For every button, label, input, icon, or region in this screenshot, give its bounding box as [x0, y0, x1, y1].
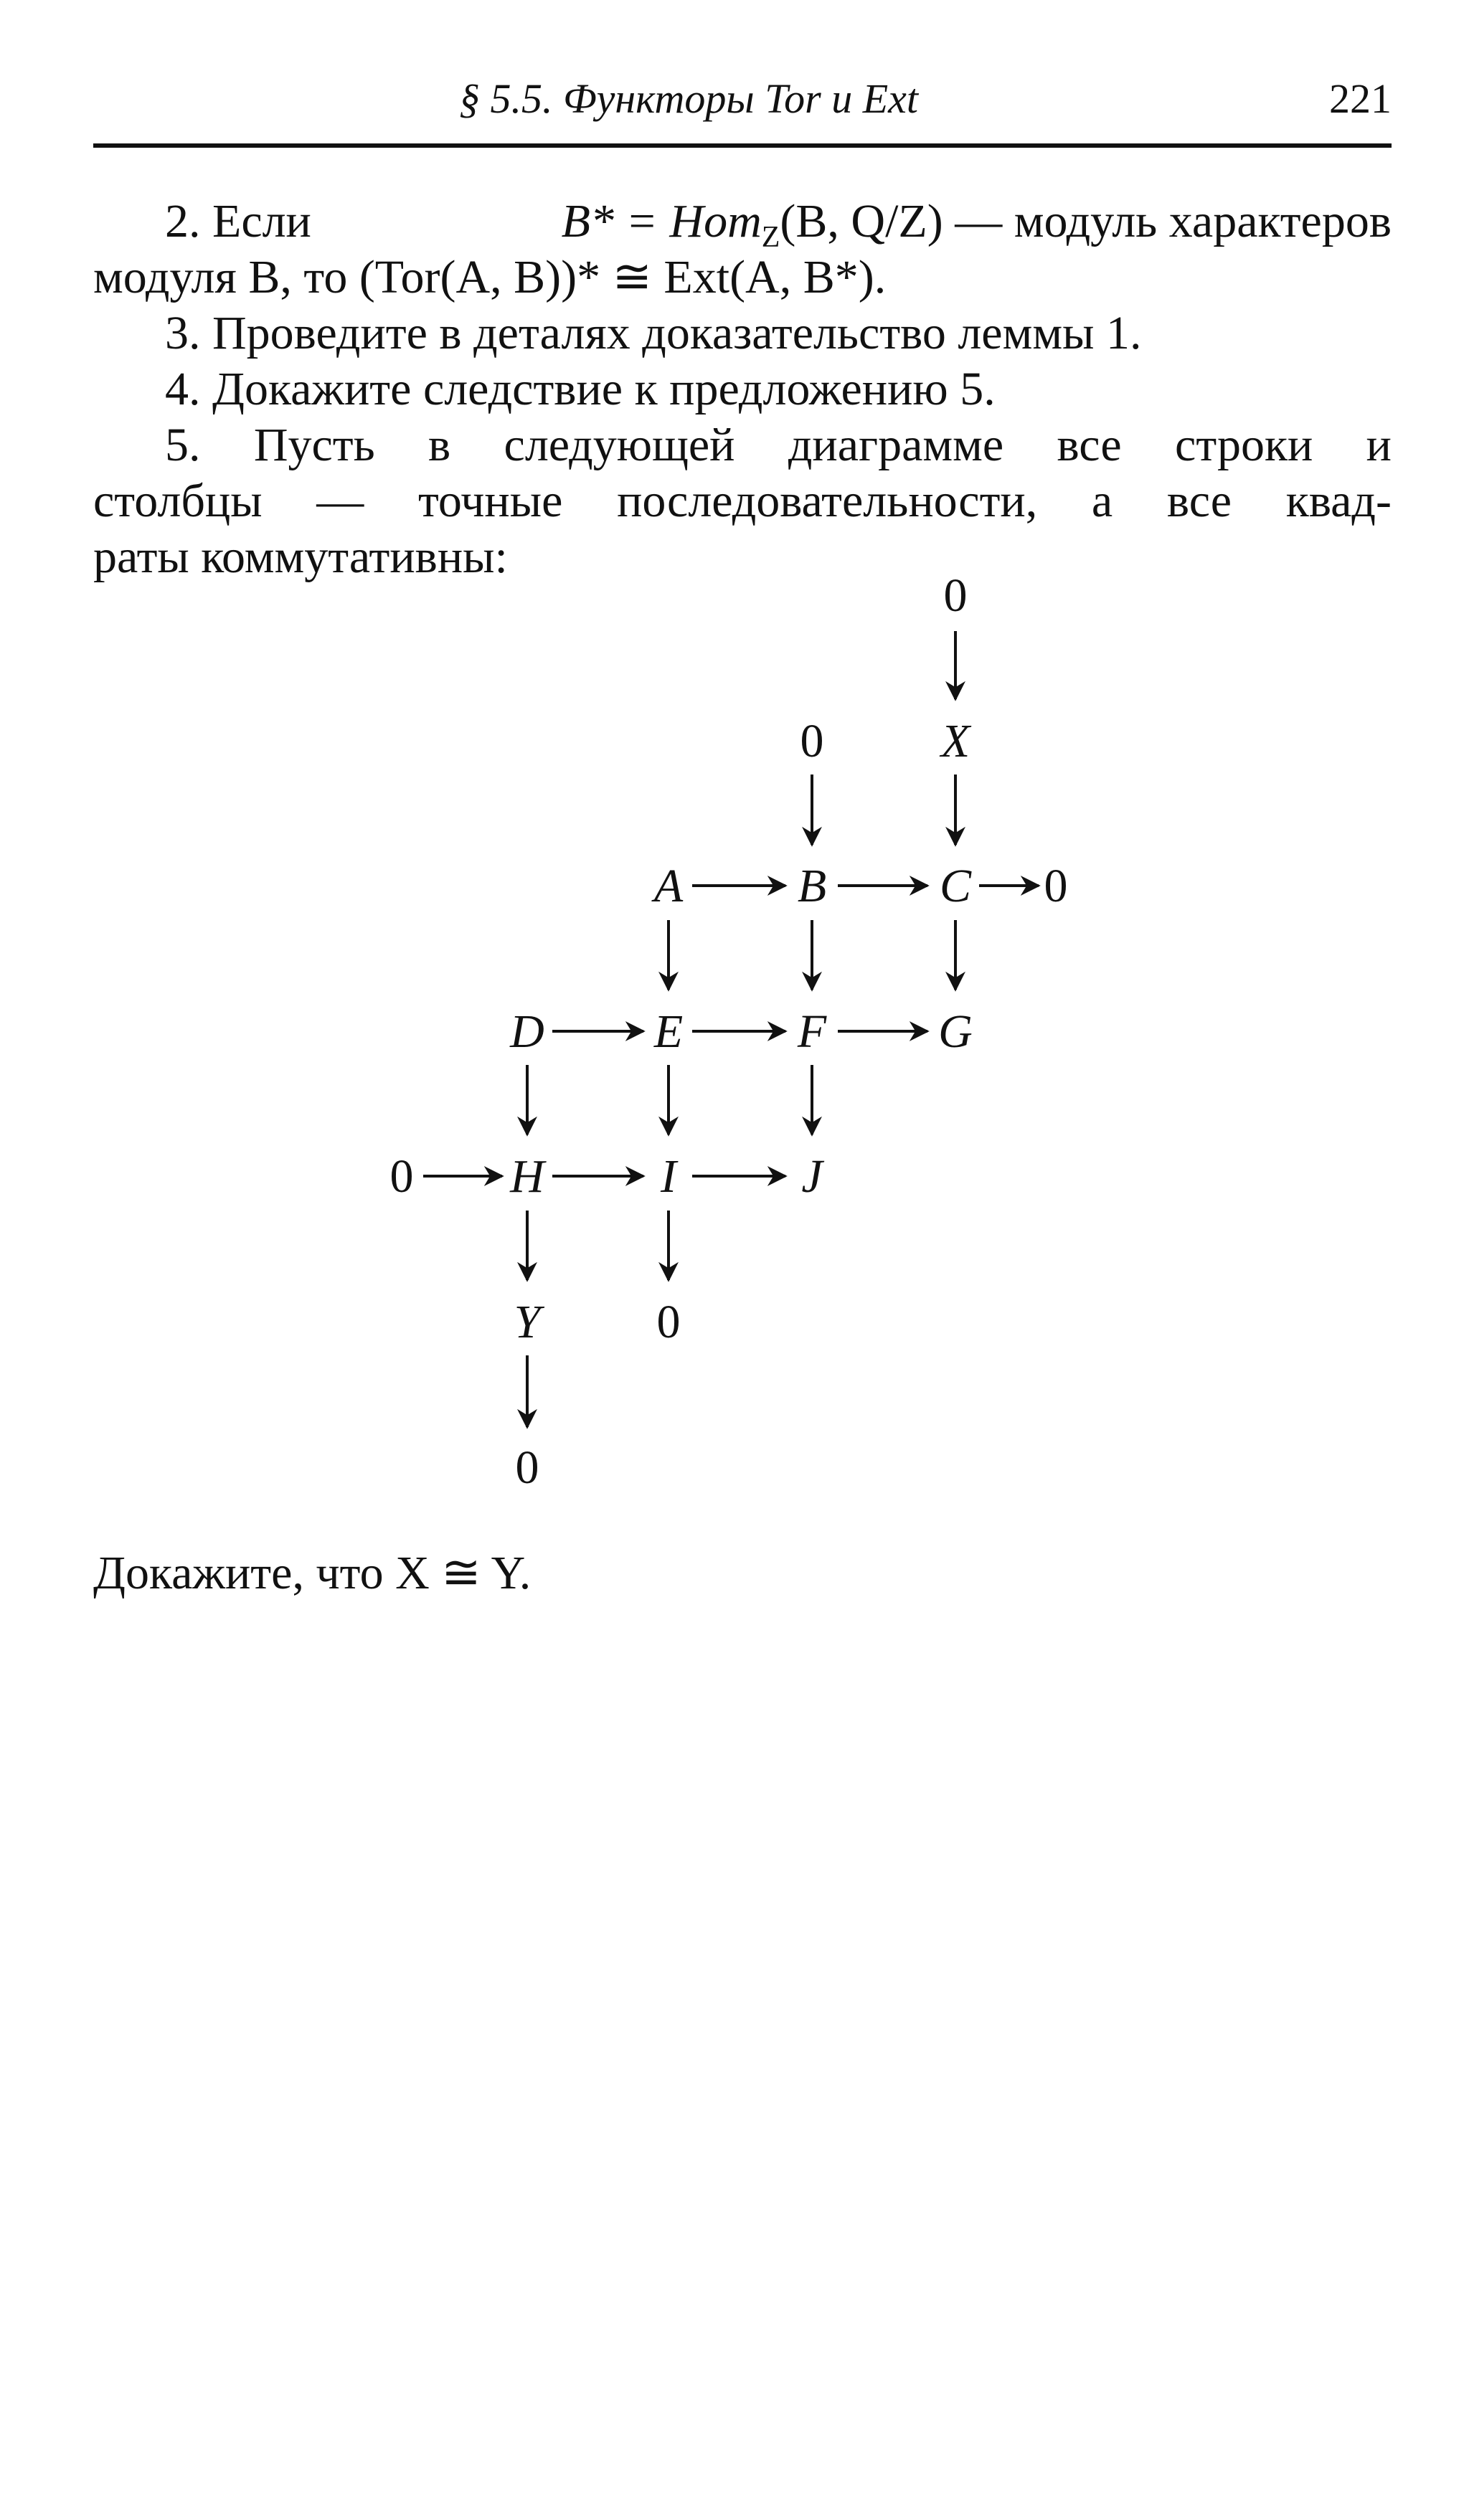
node-e: E	[653, 1005, 684, 1058]
exercise-5-line-2: столбцы — точные последовательности, а все квад-	[93, 475, 1392, 527]
node-h: H	[510, 1150, 544, 1203]
node-zero-bottom: 0	[515, 1441, 539, 1494]
node-c: C	[939, 860, 972, 912]
node-i: I	[661, 1150, 676, 1203]
node-d: D	[510, 1005, 544, 1058]
node-g: G	[938, 1005, 973, 1058]
page-number: 221	[1329, 75, 1392, 122]
node-f: F	[797, 1005, 827, 1058]
exercise-2-number: 2. Если	[165, 195, 311, 247]
section-title: § 5.5. Функторы Tor и Ext	[459, 75, 918, 122]
exercise-4: 4. Докажите следствие к предложению 5.	[165, 363, 996, 415]
node-y: Y	[514, 1296, 541, 1348]
node-j: J	[801, 1150, 823, 1203]
node-zero-right-of-c: 0	[1044, 860, 1068, 912]
exercise-3: 3. Проведите в деталях доказательство леммы 1.	[165, 307, 1142, 359]
node-x: X	[940, 715, 970, 767]
conclusion-text: Докажите, что X ≅ Y.	[93, 1547, 532, 1599]
exercise-5-line-1: 5. Пусть в следующей диаграмме все строки и	[165, 419, 1392, 471]
exercise-2-formula: B* = Hom$_Z$(B, Q/Z) — модуль характеров	[561, 195, 1392, 255]
node-zero-left-of-h: 0	[389, 1150, 414, 1203]
exercise-2-line-2: модуля B, то (Tor(A, B))* ≅ Ext(A, B*).	[93, 251, 887, 303]
node-zero-below-i: 0	[656, 1296, 681, 1348]
node-b: B	[797, 860, 827, 912]
conclusion-block	[93, 1545, 1392, 1610]
node-a: A	[653, 860, 684, 912]
exercise-5-line-3: раты коммутативны:	[93, 531, 508, 583]
node-zero-above-b: 0	[800, 715, 824, 767]
node-zero-top: 0	[943, 569, 968, 622]
